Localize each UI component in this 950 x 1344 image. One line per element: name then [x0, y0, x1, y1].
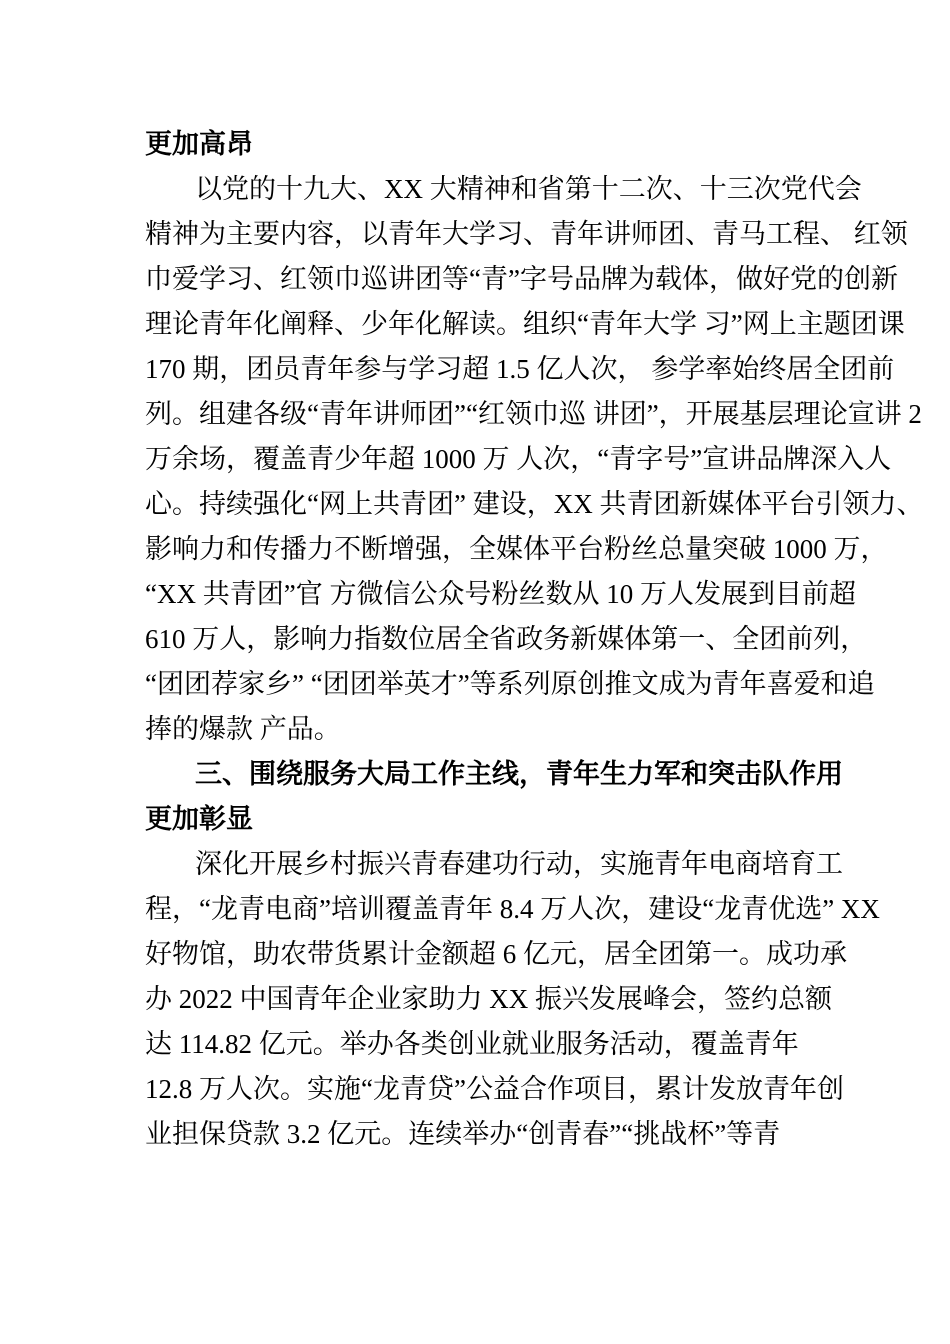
- document-body: [145, 122, 924, 1157]
- text-line: 610 万人，影响力指数位居全省政务新媒体第一、全团前列，: [145, 624, 868, 654]
- text-line: “XX 共青团”官 方微信公众号粉丝数从 10 万人发展到目前超: [145, 579, 856, 609]
- text-line: 深化开展乡村振兴青春建功行动，实施青年电商培育工: [195, 849, 843, 879]
- heading-line: 三、围绕服务大局工作主线，青年生力军和突击队作用: [195, 759, 843, 789]
- text-line: 170 期，团员青年参与学习超 1.5 亿人次， 参学率始终居全团前: [145, 354, 895, 384]
- text-line: 程，“龙青电商”培训覆盖青年 8.4 万人次，建设“龙青优选” XX: [145, 894, 880, 924]
- text-line: 办 2022 中国青年企业家助力 XX 振兴发展峰会，签约总额: [145, 984, 832, 1014]
- text-line: “团团荐家乡” “团团举英才”等系列原创推文成为青年喜爱和追: [145, 669, 875, 699]
- text-line: 好物馆，助农带货累计金额超 6 亿元，居全团第一。成功承: [145, 939, 847, 969]
- heading-line: 更加彰显: [145, 804, 253, 834]
- text-line: 精神为主要内容，以青年大学习、青年讲师团、青马工程、 红领: [145, 219, 908, 249]
- text-line: 影响力和传播力不断增强，全媒体平台粉丝总量突破 1000 万，: [145, 534, 888, 564]
- text-line: 列。组建各级“青年讲师团”“红领巾巡 讲团”，开展基层理论宣讲 2: [145, 399, 922, 429]
- text-line: 心。持续强化“网上共青团” 建设，XX 共青团新媒体平台引领力、: [145, 489, 924, 519]
- text-line: 达 114.82 亿元。举办各类创业就业服务活动，覆盖青年: [145, 1029, 799, 1059]
- text-line: 业担保贷款 3.2 亿元。连续举办“创青春”“挑战杯”等青: [145, 1119, 781, 1149]
- text-line: 理论青年化阐释、少年化解读。组织“青年大学 习”网上主题团课: [145, 309, 905, 339]
- text-line: 捧的爆款 产品。: [145, 714, 341, 744]
- text-line: 12.8 万人次。实施“龙青贷”公益合作项目，累计发放青年创: [145, 1074, 844, 1104]
- text-line: 万余场，覆盖青少年超 1000 万 人次，“青字号”宣讲品牌深入人: [145, 444, 892, 474]
- heading-line: 更加高昂: [145, 129, 253, 159]
- text-line: 以党的十九大、XX 大精神和省第十二次、十三次党代会: [195, 174, 862, 204]
- text-line: 巾爱学习、红领巾巡讲团等“青”字号品牌为载体，做好党的创新: [145, 264, 898, 294]
